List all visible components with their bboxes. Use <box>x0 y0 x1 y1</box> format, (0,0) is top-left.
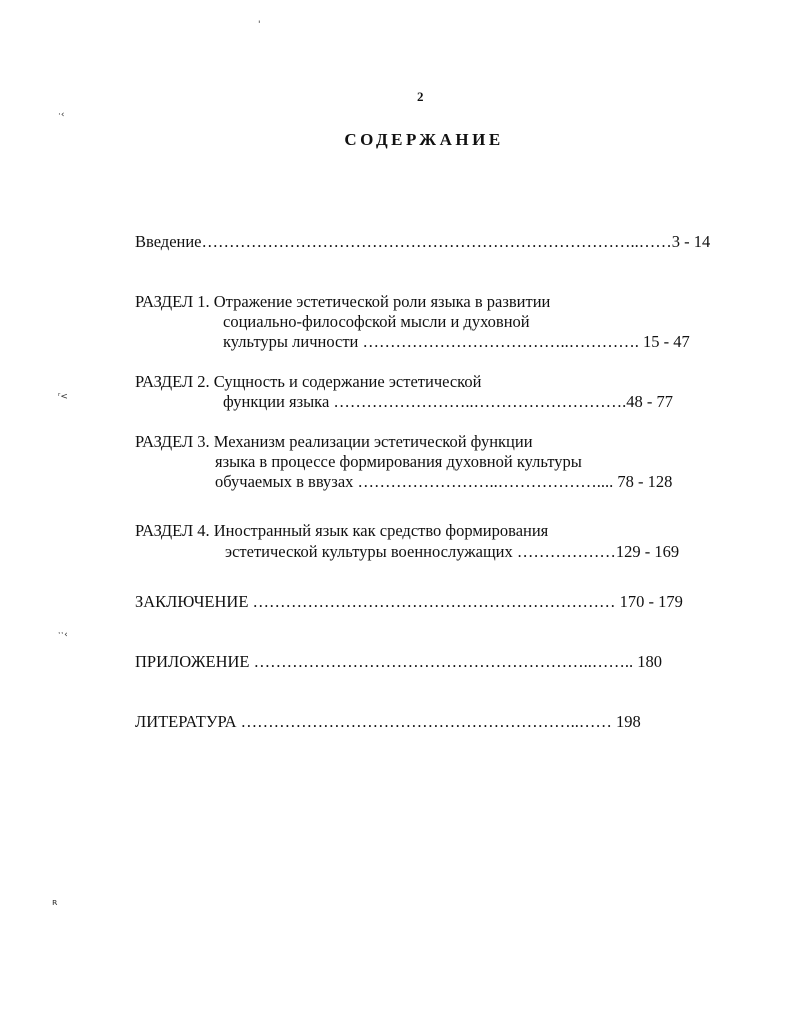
toc-section3-line2: языка в процессе формирования духовной культуры <box>215 452 582 471</box>
toc-section2-line1: РАЗДЕЛ 2. Сущность и содержание эстетической <box>135 372 482 391</box>
toc-section4-line2: эстетической культуры военнослужащих ………………129 - 169 <box>225 542 680 561</box>
scan-speck: ʳ< <box>58 392 68 402</box>
toc-entry-intro: Введение……………………………………………………………………..……3 - 14 <box>135 232 711 251</box>
toc-entry-literature: ЛИТЕРАТУРА ……………………………………………………..…… 198 <box>135 712 641 731</box>
toc-section1-line1: РАЗДЕЛ 1. Отражение эстетической роли языка в развитии <box>135 292 551 311</box>
toc-entry-conclusion: ЗАКЛЮЧЕНИЕ ………………………………………………………… 170 - 179 <box>135 592 683 611</box>
scan-speck: ʀ <box>52 898 58 908</box>
toc-section1-line2: социально-философской мысли и духовной <box>223 312 530 331</box>
toc-section4-line1: РАЗДЕЛ 4. Иностранный язык как средство формирования <box>135 521 549 540</box>
scan-speck: ·‹ <box>58 110 65 120</box>
scan-speck: ' <box>258 20 261 30</box>
toc-section3-line1: РАЗДЕЛ 3. Механизм реализации эстетической функции <box>135 432 533 451</box>
scan-speck: ˑˑ‹ <box>58 630 68 640</box>
toc-entry-appendix: ПРИЛОЖЕНИЕ ……………………………………………………..…….. 180 <box>135 652 662 671</box>
toc-section2-line2: функции языка ……………………..……………………….48 - 77 <box>223 392 674 411</box>
toc-section3-line3: обучаемых в ввузах ……………………..……………….... 78 - 128 <box>215 472 673 491</box>
page-title: СОДЕРЖАНИЕ <box>344 130 504 149</box>
toc-section1-line3: культуры личности ………………………………..…………. 15 - 47 <box>223 332 690 351</box>
page-number: 2 <box>417 89 424 104</box>
